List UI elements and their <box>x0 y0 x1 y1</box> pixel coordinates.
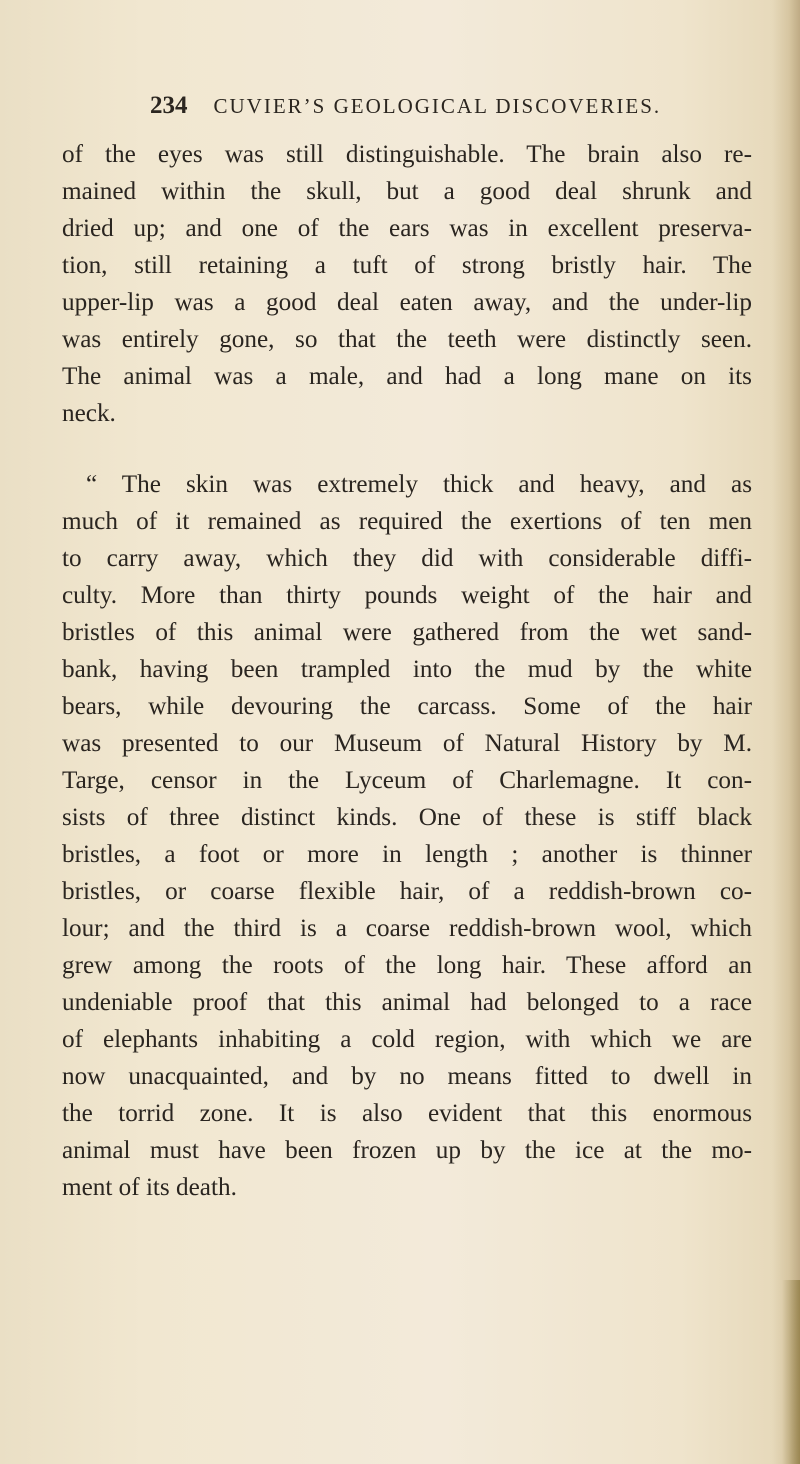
running-header <box>150 92 710 120</box>
text-line: to carry away, which they did with considerable diffi- <box>62 545 752 572</box>
body-text <box>62 136 752 1206</box>
text-line: the torrid zone. It is also evident that this enormous <box>62 1100 752 1127</box>
text-line: bank, having been trampled into the mud by the white <box>62 656 752 683</box>
text-line: much of it remained as required the exertions of ten men <box>62 508 752 535</box>
text-line: of elephants inhabiting a cold region, with which we are <box>62 1026 752 1053</box>
page-number: 234 <box>150 92 188 119</box>
text-line: sists of three distinct kinds. One of these is stiff black <box>62 804 752 831</box>
text-line: culty. More than thirty pounds weight of the hair and <box>62 582 752 609</box>
page-edge-shadow <box>772 0 800 1464</box>
text-line: “ The skin was extremely thick and heavy, and as <box>86 471 752 498</box>
text-line: mained within the skull, but a good deal shrunk and <box>62 178 752 205</box>
text-line: lour; and the third is a coarse reddish-brown wool, which <box>62 915 752 942</box>
paragraph-gap <box>62 432 752 466</box>
text-line: was entirely gone, so that the teeth were distinctly seen. <box>62 326 752 353</box>
text-line: bristles, a foot or more in length ; another is thinner <box>62 841 752 868</box>
text-line: animal must have been frozen up by the ice at the mo- <box>62 1137 752 1164</box>
text-line: undeniable proof that this animal had belonged to a race <box>62 989 752 1016</box>
text-line: bristles, or coarse flexible hair, of a reddish-brown co- <box>62 878 752 905</box>
text-line: bristles of this animal were gathered from the wet sand- <box>62 619 752 646</box>
text-line: grew among the roots of the long hair. These afford an <box>62 952 752 979</box>
text-line: ment of its death. <box>62 1174 237 1201</box>
text-line: was presented to our Museum of Natural History by M. <box>62 730 752 757</box>
paragraph-2 <box>62 466 752 1206</box>
text-line: The animal was a male, and had a long mane on its <box>62 363 752 390</box>
page-edge-stain <box>782 1280 800 1464</box>
text-line: dried up; and one of the ears was in excellent preserva- <box>62 215 752 242</box>
text-line: Targe, censor in the Lyceum of Charlemagne. It con- <box>62 767 752 794</box>
paragraph-1 <box>62 136 752 432</box>
text-line: tion, still retaining a tuft of strong bristly hair. The <box>62 252 752 279</box>
text-line: of the eyes was still distinguishable. The brain also re- <box>62 141 752 168</box>
text-line: neck. <box>62 400 116 427</box>
running-title: CUVIER’S GEOLOGICAL DISCOVERIES. <box>213 94 662 118</box>
text-line: now unacquainted, and by no means fitted to dwell in <box>62 1063 752 1090</box>
text-line: bears, while devouring the carcass. Some of the hair <box>62 693 752 720</box>
text-line: upper-lip was a good deal eaten away, and the under-lip <box>62 289 752 316</box>
